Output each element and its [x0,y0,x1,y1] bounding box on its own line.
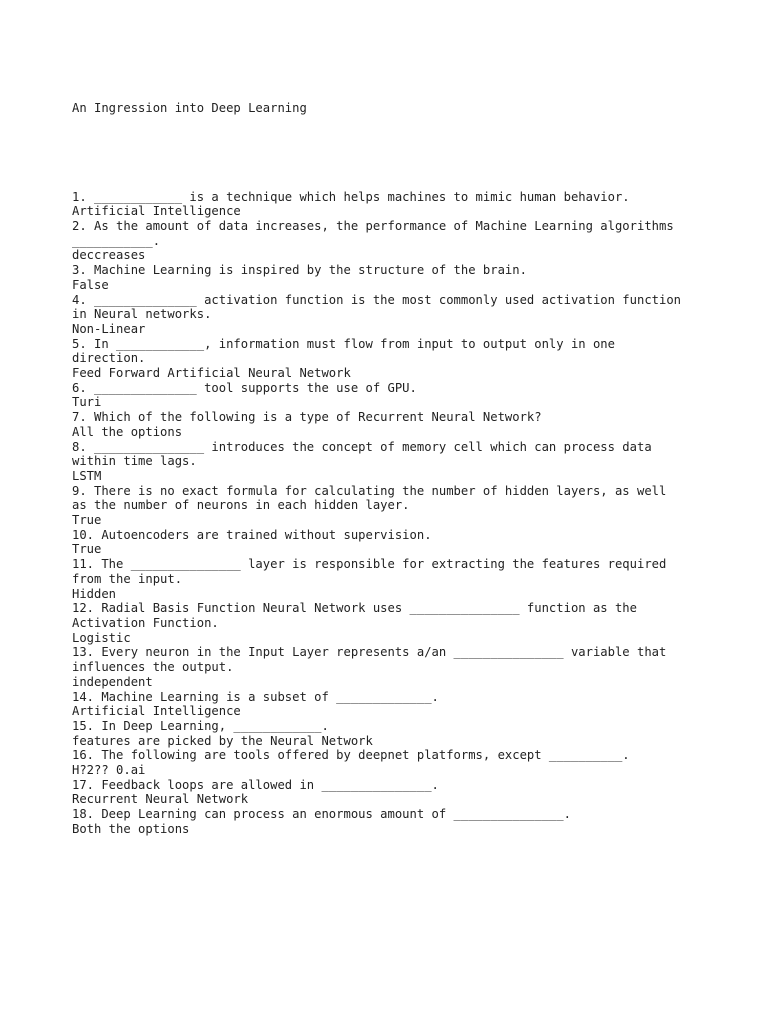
question-text: 14. Machine Learning is a subset of _____________. [72,689,439,704]
question-text: from the input. [72,571,183,586]
question-item [72,690,712,719]
question-text: 11. The _______________ layer is responsible for extracting the features required [72,557,667,572]
question-text: 8. _______________ introduces the concept of memory cell which can process data [72,439,652,454]
question-text: 16. The following are tools offered by deepnet platforms, except __________. [72,748,630,763]
question-text: 12. Radial Basis Function Neural Network uses _______________ function as the [72,601,637,616]
question-item [72,293,712,337]
question-item [72,719,712,748]
answer-text: Feed Forward Artificial Neural Network [72,366,351,381]
answer-text: True [72,542,102,557]
question-item [72,440,712,484]
question-text: 18. Deep Learning can process an enormous amount of _______________. [72,807,571,822]
answer-text: Logistic [72,630,131,645]
question-text: 4. ______________ activation function is the most commonly used activation function [72,292,682,307]
question-item [72,748,712,777]
question-text: within time lags. [72,454,197,469]
answer-text: deccreases [72,248,146,263]
question-item [72,645,712,689]
answer-text: Hidden [72,586,117,601]
answer-text: features are picked by the Neural Network [72,733,373,748]
question-text: 2. As the amount of data increases, the performance of Machine Learning algorithms [72,219,674,233]
question-text: 6. ______________ tool supports the use of GPU. [72,380,417,395]
document-title: An Ingression into Deep Learning [72,101,307,116]
question-text: 9. There is no exact formula for calculating the number of hidden layers, as well [72,483,667,498]
question-item [72,528,712,557]
question-text: 7. Which of the following is a type of Recurrent Neural Network? [72,410,542,425]
question-item [72,778,712,807]
answer-text: LSTM [72,468,102,483]
question-text: 3. Machine Learning is inspired by the structure of the brain. [72,263,527,278]
title-spacer [72,146,712,161]
question-item [72,337,712,381]
answer-text: Artificial Intelligence [72,704,241,719]
question-item [72,557,712,601]
answer-text: independent [72,674,153,689]
question-item [72,263,712,292]
question-text: Activation Function. [72,615,219,630]
question-text: ___________. [72,233,161,248]
question-text: 15. In Deep Learning, ____________. [72,718,329,733]
question-item [72,381,712,410]
question-item [72,190,712,219]
question-text: 10. Autoencoders are trained without supervision. [72,527,432,542]
question-text: 17. Feedback loops are allowed in _______________. [72,777,439,792]
answer-text: True [72,513,102,528]
answer-text: Artificial Intelligence [72,204,241,219]
answer-text: All the options [72,424,183,439]
question-text: 13. Every neuron in the Input Layer represents a/an _______________ variable that [72,645,667,660]
answer-text: Non-Linear [72,321,146,336]
answer-text: H?2?? 0.ai [72,763,146,778]
question-item [72,484,712,528]
question-text: in Neural networks. [72,307,212,322]
document-body [72,72,712,866]
question-item [72,601,712,645]
question-text: direction. [72,351,146,366]
question-text: 5. In ____________, information must flow from input to output only in one [72,336,615,351]
question-text: as the number of neurons in each hidden layer. [72,498,410,513]
question-item [72,807,712,836]
answer-text: Turi [72,395,102,410]
question-item [72,219,712,263]
answer-text: False [72,277,109,292]
question-item [72,410,712,439]
answer-text: Recurrent Neural Network [72,792,249,807]
question-text: 1. ____________ is a technique which helps machines to mimic human behavior. [72,189,630,204]
answer-text: Both the options [72,821,190,836]
question-list [72,190,712,837]
question-text: influences the output. [72,660,234,675]
